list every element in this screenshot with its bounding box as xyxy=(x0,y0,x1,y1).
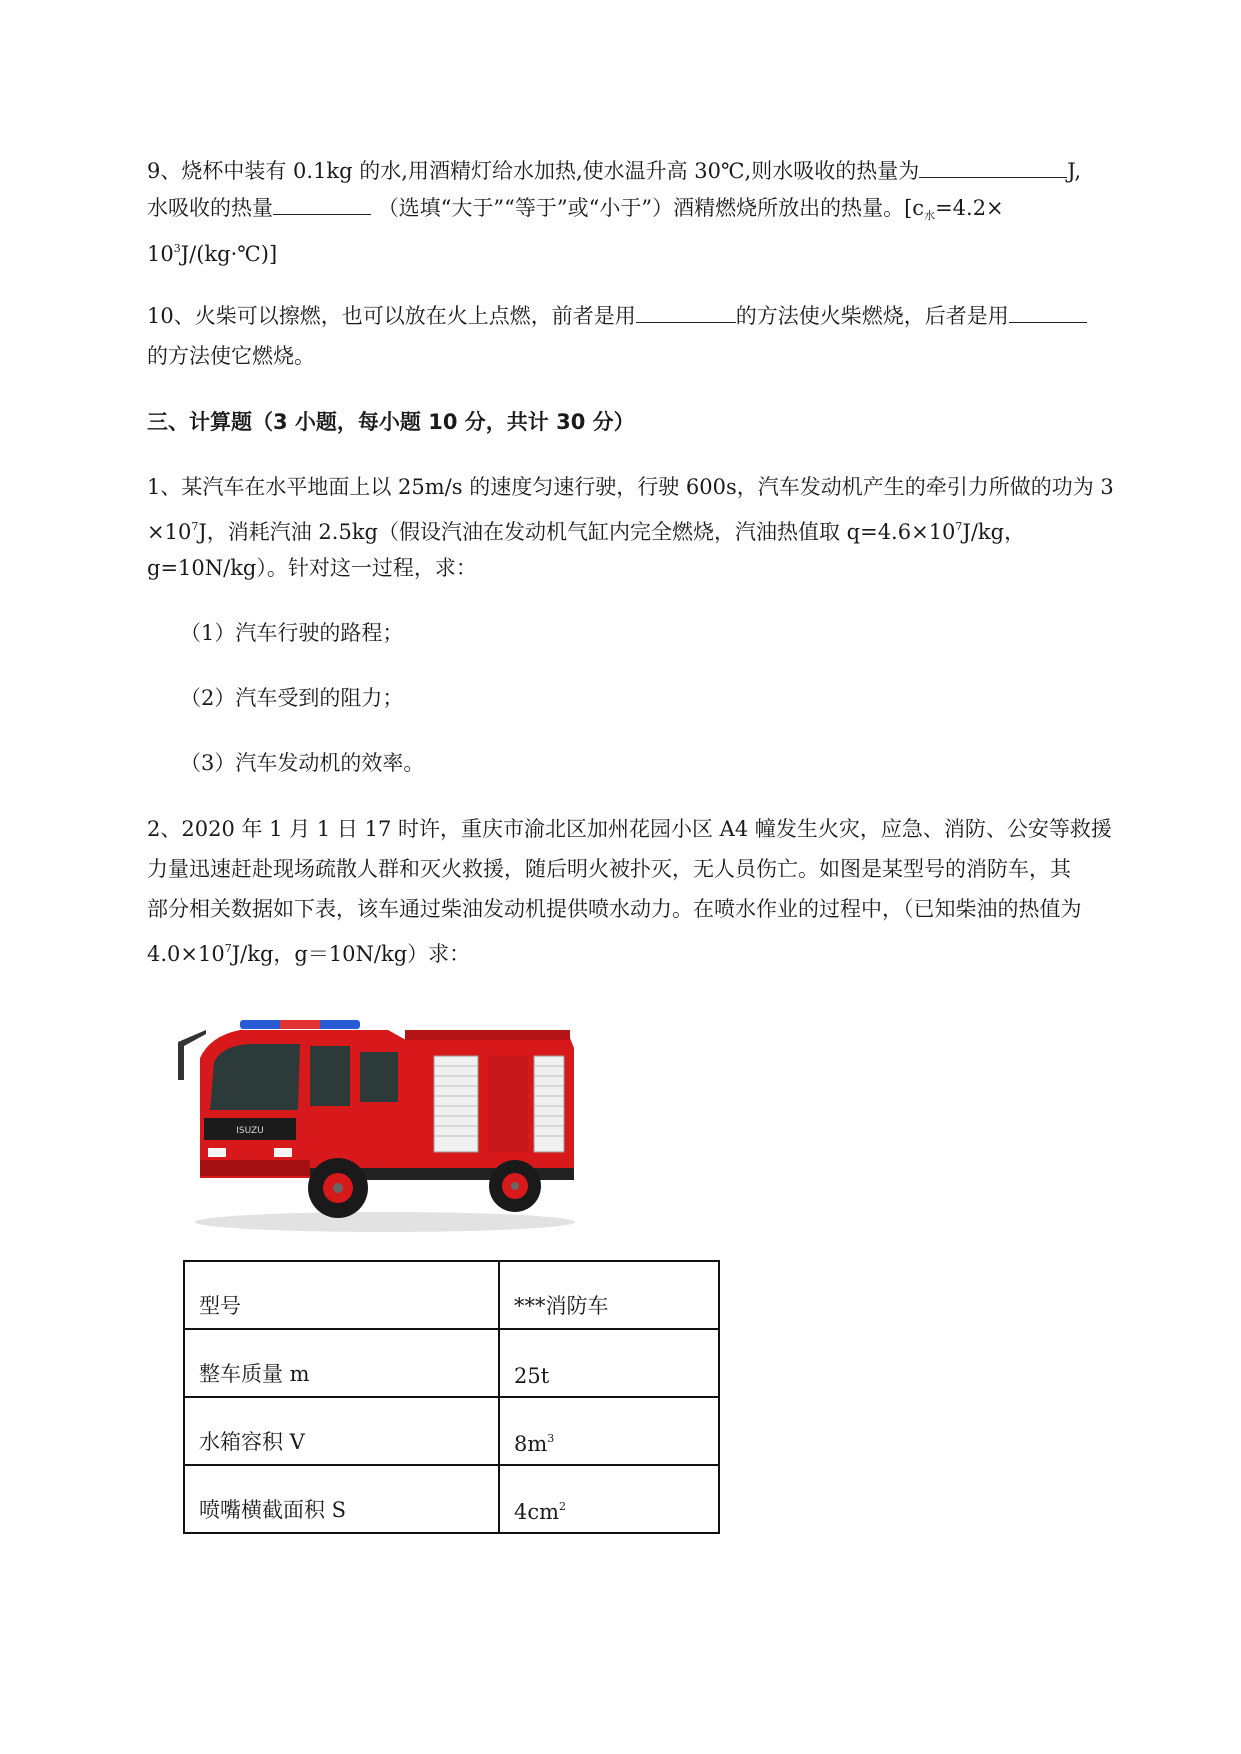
table-row xyxy=(184,1465,719,1533)
p1-line-2 xyxy=(147,512,1025,547)
truck-lightbar-red xyxy=(280,1020,320,1029)
q10-line-2 xyxy=(147,341,315,371)
p1-subquestion-3: （3）汽车发动机的效率。 xyxy=(180,751,425,775)
q9-text-3: （选填“大于”“等于”或“小于”）酒精燃烧所放出的热量。[c xyxy=(377,196,925,220)
p1-subquestion-2: （2）汽车受到的阻力； xyxy=(180,686,404,710)
truck-bumper xyxy=(200,1160,310,1176)
q9-unit: J, xyxy=(1067,159,1082,183)
q10-answer-blank-1[interactable] xyxy=(636,302,736,323)
q10-line-1 xyxy=(147,301,1087,331)
table-cell-label: 喷嘴横截面积 S xyxy=(184,1465,499,1533)
truck-side-window-front xyxy=(310,1046,350,1106)
p1-superscript: 7 xyxy=(191,520,199,533)
q9-text-4: =4.2× xyxy=(935,196,1004,220)
p1-text: ×10 xyxy=(147,520,192,544)
truck-windshield xyxy=(210,1044,300,1110)
table-cell-value: $8m^3$ xyxy=(499,1397,719,1465)
p1-superscript-2: 7 xyxy=(955,520,963,533)
q9-answer-blank-1[interactable] xyxy=(919,157,1067,178)
q9-subscript: 水 xyxy=(924,209,936,222)
truck-rear-wheel xyxy=(489,1160,541,1212)
q9-text-6: J/(kg·℃)] xyxy=(180,242,278,266)
q10-text-2: 的方法使火柴燃烧，后者是用 xyxy=(735,304,1009,328)
table-cell-label: 型号 xyxy=(184,1261,499,1329)
table-row xyxy=(184,1261,719,1329)
table-row xyxy=(184,1329,719,1397)
q9-text: 9、烧杯中装有 0.1kg 的水,用酒精灯给水加热,使水温升高 30℃,则水吸收的热量为 xyxy=(147,159,920,183)
p1-subquestion-1: （1）汽车行驶的路程； xyxy=(180,621,404,645)
q9-line-1 xyxy=(147,156,1081,186)
q10-text: 10、火柴可以擦燃，也可以放在火上点燃，前者是用 xyxy=(147,304,636,328)
p2-superscript: 7 xyxy=(224,942,232,955)
p2-line-1: 2、2020 年 1 月 1 日 17 时许，重庆市渝北区加州花园小区 A4 幢发生火灾，应急、消防、公安等救援 xyxy=(147,817,1112,841)
q9-text-5: 10 xyxy=(147,242,174,266)
truck-badge: ISUZU xyxy=(236,1126,264,1136)
table-cell-value: ***消防车 xyxy=(499,1261,719,1329)
truck-side-window-rear xyxy=(360,1052,398,1102)
q9-line-3 xyxy=(147,234,277,269)
spec-table xyxy=(183,1260,720,1534)
section-heading: 三、计算题（3 小题，每小题 10 分，共计 30 分） xyxy=(147,410,635,434)
q9-line-2 xyxy=(147,193,1004,231)
p1-text-2: J，消耗汽油 2.5kg（假设汽油在发动机气缸内完全燃烧，汽油热值取 q=4.6×10 xyxy=(198,520,956,544)
q10-answer-blank-2[interactable] xyxy=(1009,302,1087,323)
p1-line-3: g=10N/kg）。针对这一过程，求： xyxy=(147,556,477,580)
q9-answer-blank-2[interactable] xyxy=(273,194,371,215)
q9-superscript: 3 xyxy=(173,242,181,255)
truck-shadow xyxy=(195,1212,575,1232)
truck-front-wheel xyxy=(308,1158,368,1218)
p1-text-3: J/kg， xyxy=(962,520,1026,544)
q10-text-3: 的方法使它燃烧。 xyxy=(147,344,315,368)
p2-text-2: J/kg，g＝10N/kg）求： xyxy=(231,942,471,966)
table-cell-label: 水箱容积 V xyxy=(184,1397,499,1465)
table-cell-value: $4cm^2$ xyxy=(499,1465,719,1533)
p1-line-1: 1、某汽车在水平地面上以 25m/s 的速度匀速行驶，行驶 600s，汽车发动机产生的牵引力所做的功为 3 xyxy=(147,475,1114,499)
p2-line-4 xyxy=(147,934,470,969)
table-cell-value: 25t xyxy=(499,1329,719,1397)
q9-text-2: 水吸收的热量 xyxy=(147,196,273,220)
truck-headlight-right xyxy=(274,1148,292,1157)
truck-headlight-left xyxy=(208,1148,226,1157)
p2-text: 4.0×10 xyxy=(147,942,225,966)
table-row xyxy=(184,1397,719,1465)
p2-line-3: 部分相关数据如下表，该车通过柴油发动机提供喷水动力。在喷水作业的过程中，（已知柴油的热值为 xyxy=(147,897,1082,921)
fire-truck-image xyxy=(170,1000,590,1240)
truck-roof-rail xyxy=(405,1030,570,1040)
table-cell-label: 整车质量 m xyxy=(184,1329,499,1397)
truck-shutter-doors xyxy=(434,1056,564,1152)
p2-line-2: 力量迅速赶赴现场疏散人群和灭火救援，随后明火被扑灭，无人员伤亡。如图是某型号的消防车，其 xyxy=(147,857,1071,881)
